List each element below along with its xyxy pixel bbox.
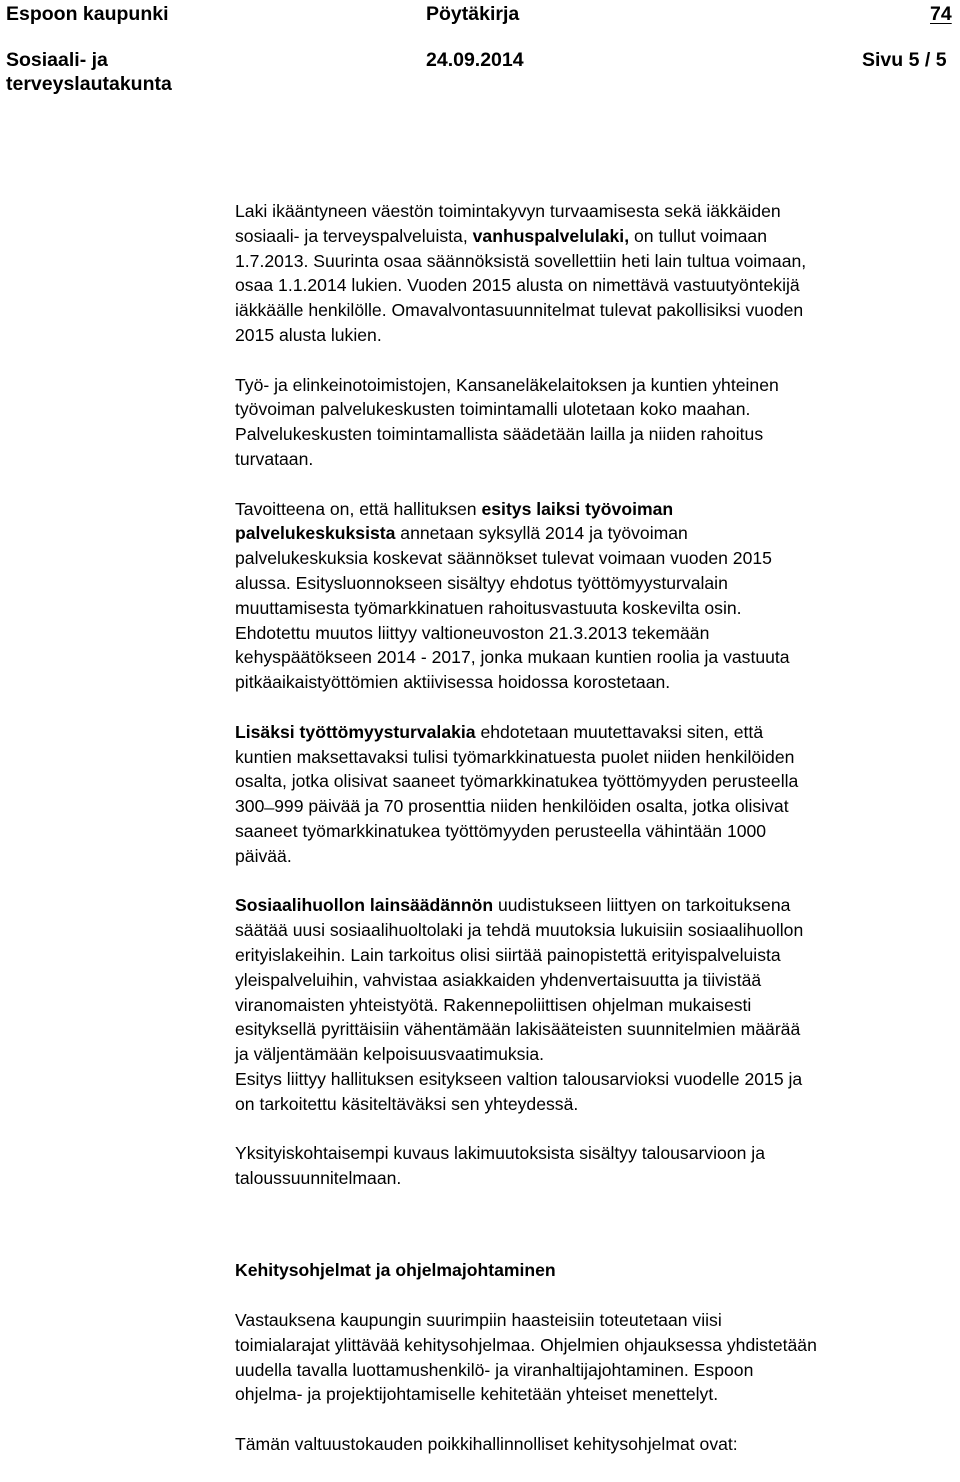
text-run: on tarkoitettu käsiteltäväksi sen yhteydessä. bbox=[235, 1093, 579, 1114]
text-line bbox=[235, 1141, 958, 1166]
bold-term: vanhuspalvelulaki, bbox=[472, 225, 630, 246]
text-run: osaa 1.1.2014 lukien. Vuoden 2015 alusta on nimettävä vastuutyöntekijä bbox=[235, 275, 800, 296]
text-run: Esitys liittyy hallituksen esitykseen valtion talousarvioksi vuodelle 2015 ja bbox=[235, 1068, 803, 1089]
text-line bbox=[235, 422, 958, 447]
text-line bbox=[235, 596, 958, 621]
text-run: säätää uusi sosiaalihuoltolaki ja tehdä muutoksia lukuisiin sosiaalihuollon bbox=[235, 920, 804, 941]
text-line bbox=[235, 993, 958, 1018]
text-run: Työ- ja elinkeinotoimistojen, Kansaneläkelaitoksen ja kuntien yhteinen bbox=[235, 374, 779, 395]
text-run: turvataan. bbox=[235, 448, 314, 469]
body-name-line2: terveyslautakunta bbox=[6, 73, 172, 95]
paragraph bbox=[235, 1141, 958, 1191]
text-run: viranomaisten yhteistyötä. Rakennepoliittisen ohjelman mukaisesti bbox=[235, 994, 752, 1015]
text-run: on tullut voimaan bbox=[629, 225, 767, 246]
text-run: sosiaali- ja terveyspalveluista, bbox=[235, 225, 473, 246]
text-line bbox=[235, 1067, 958, 1092]
text-line bbox=[235, 844, 958, 869]
text-run: toimialarajat ylittävää kehitysohjelmaa. Ohjelmien ohjauksessa yhdistetään bbox=[235, 1334, 817, 1355]
text-run: kuntien maksettavaksi tulisi työmarkkinatuesta puolet niiden henkilöiden bbox=[235, 746, 795, 767]
text-line bbox=[235, 1358, 958, 1383]
paragraph bbox=[235, 720, 958, 869]
text-run: osalta, jotka olisivat saaneet työmarkkinatukea työttömyyden perusteella bbox=[235, 771, 799, 792]
text-line bbox=[235, 1042, 958, 1067]
text-run: 1.7.2013. Suurinta osaa säännöksistä sovellettiin heti lain tultua voimaan, bbox=[235, 250, 807, 271]
text-run: taloussuunnitelmaan. bbox=[235, 1168, 402, 1189]
header-doc-type bbox=[426, 2, 519, 26]
text-run: päivää. bbox=[235, 845, 292, 866]
header-page-label bbox=[862, 48, 947, 72]
text-run: iäkkäälle henkilölle. Omavalvontasuunnitelmat tulevat pakollisiksi vuoden bbox=[235, 300, 804, 321]
bold-term: Lisäksi työttömyysturvalakia bbox=[235, 721, 476, 742]
paragraph bbox=[235, 497, 958, 695]
bold-term: esitys laiksi työvoiman bbox=[481, 498, 674, 519]
text-line bbox=[235, 893, 958, 918]
text-line bbox=[235, 943, 958, 968]
text-run: ja väljentämään kelpoisuusvaatimuksia. bbox=[235, 1044, 545, 1065]
bold-term: palvelukeskuksista bbox=[235, 523, 396, 544]
text-run: alussa. Esitysluonnokseen sisältyy ehdotus työttömyysturvalain bbox=[235, 572, 728, 593]
text-line bbox=[235, 1017, 958, 1042]
text-run: ohjelma- ja projektijohtamiselle kehitetään yhteiset menettelyt. bbox=[235, 1384, 719, 1405]
text-run: Yksityiskohtaisempi kuvaus lakimuutoksista sisältyy talousarvioon ja bbox=[235, 1143, 765, 1164]
text-run: esityksellä pyrittäisiin vähentämään lakisääteisten suunnitelmien määrää bbox=[235, 1019, 801, 1040]
text-run: uudistukseen liittyen on tarkoituksena bbox=[493, 895, 791, 916]
org-name: Espoon kaupunki bbox=[6, 3, 169, 25]
text-run: työvoiman palvelukeskusten toimintamalli ulotetaan koko maahan. bbox=[235, 399, 751, 420]
section-body bbox=[235, 1308, 958, 1482]
text-run: Laki ikääntyneen väestön toimintakyvyn turvaamisesta sekä iäkkäiden bbox=[235, 201, 781, 221]
text-line bbox=[235, 249, 958, 274]
text-line bbox=[235, 199, 958, 224]
text-run: 300 ̶ 999 päivää ja 70 prosenttia niiden henkilöiden osalta, jotka olisivat bbox=[235, 796, 789, 817]
text-run: Vastauksena kaupungin suurimpiin haasteisiin toteutetaan viisi bbox=[235, 1310, 722, 1330]
text-run: Tämän valtuustokauden poikkihallinnolliset kehitysohjelmat ovat: bbox=[235, 1433, 738, 1454]
text-run: muuttamisesta työmarkkinatuen rahoitusvastuuta koskevilta osin. bbox=[235, 597, 742, 618]
text-line bbox=[235, 720, 958, 745]
text-line bbox=[235, 769, 958, 794]
text-line bbox=[235, 1432, 958, 1457]
text-line bbox=[235, 794, 958, 819]
text-line bbox=[235, 447, 958, 472]
header-page-ref bbox=[930, 2, 952, 26]
text-line bbox=[235, 546, 958, 571]
text-run: annetaan syksyllä 2014 ja työvoiman bbox=[395, 523, 688, 544]
header-body-name bbox=[6, 48, 172, 96]
text-line bbox=[235, 745, 958, 770]
text-line bbox=[235, 397, 958, 422]
text-run: uudella tavalla luottamushenkilö- ja viranhaltijajohtaminen. Espoon bbox=[235, 1359, 754, 1380]
text-run: Ehdotettu muutos liittyy valtioneuvoston 21.3.2013 tekemään bbox=[235, 622, 710, 643]
text-line bbox=[235, 1166, 958, 1191]
paragraph bbox=[235, 373, 958, 472]
text-line bbox=[235, 1382, 958, 1407]
paragraph bbox=[235, 1308, 958, 1407]
text-line bbox=[235, 670, 958, 695]
text-line bbox=[235, 497, 958, 522]
text-line bbox=[235, 298, 958, 323]
header-org bbox=[6, 2, 169, 26]
text-run: Tavoitteena on, että hallituksen bbox=[235, 498, 482, 519]
page-label: Sivu 5 / 5 bbox=[862, 49, 947, 71]
text-line bbox=[235, 323, 958, 348]
text-run: saaneet työmarkkinatukea työttömyyden perusteella vähintään 1000 bbox=[235, 820, 767, 841]
text-line bbox=[235, 373, 958, 398]
text-line bbox=[235, 273, 958, 298]
text-line bbox=[235, 819, 958, 844]
section-heading: Kehitysohjelmat ja ohjelmajohtaminen bbox=[235, 1260, 556, 1280]
text-line bbox=[235, 968, 958, 993]
text-line bbox=[235, 918, 958, 943]
document-body bbox=[235, 199, 958, 1216]
text-line bbox=[235, 571, 958, 596]
text-line bbox=[235, 1308, 958, 1333]
meeting-date: 24.09.2014 bbox=[426, 49, 524, 71]
text-line bbox=[235, 645, 958, 670]
text-line bbox=[235, 224, 958, 249]
paragraph bbox=[235, 1432, 958, 1457]
text-run: ehdotetaan muutettavaksi siten, että bbox=[475, 721, 764, 742]
text-line bbox=[235, 621, 958, 646]
text-run: kehyspäätökseen 2014 - 2017, jonka mukaan kuntien roolia ja vastuuta bbox=[235, 647, 790, 668]
document-type: Pöytäkirja bbox=[426, 3, 520, 25]
text-run: erityislakeihin. Lain tarkoitus olisi siirtää painopistettä erityispalveluista bbox=[235, 944, 781, 965]
text-run: pitkäaikaistyöttömien aktiivisessa hoidossa korostetaan. bbox=[235, 672, 671, 693]
text-run: Palvelukeskusten toimintamallista säädetään lailla ja niiden rahoitus bbox=[235, 424, 764, 445]
header-date bbox=[426, 48, 524, 72]
paragraph bbox=[235, 893, 958, 1116]
text-line bbox=[235, 521, 958, 546]
text-line bbox=[235, 1333, 958, 1358]
text-run: 2015 alusta lukien. bbox=[235, 324, 382, 345]
text-run: yleispalveluihin, vahvistaa asiakkaiden yhdenvertaisuutta ja tiivistää bbox=[235, 969, 762, 990]
text-line bbox=[235, 1092, 958, 1117]
section-number: 74 bbox=[930, 3, 952, 25]
body-name-line1: Sosiaali- ja bbox=[6, 49, 108, 71]
bold-term: Sosiaalihuollon lainsäädännön bbox=[235, 895, 494, 916]
text-run: palvelukeskuksia koskevat säännökset tulevat voimaan vuoden 2015 bbox=[235, 548, 772, 569]
paragraph bbox=[235, 199, 958, 348]
